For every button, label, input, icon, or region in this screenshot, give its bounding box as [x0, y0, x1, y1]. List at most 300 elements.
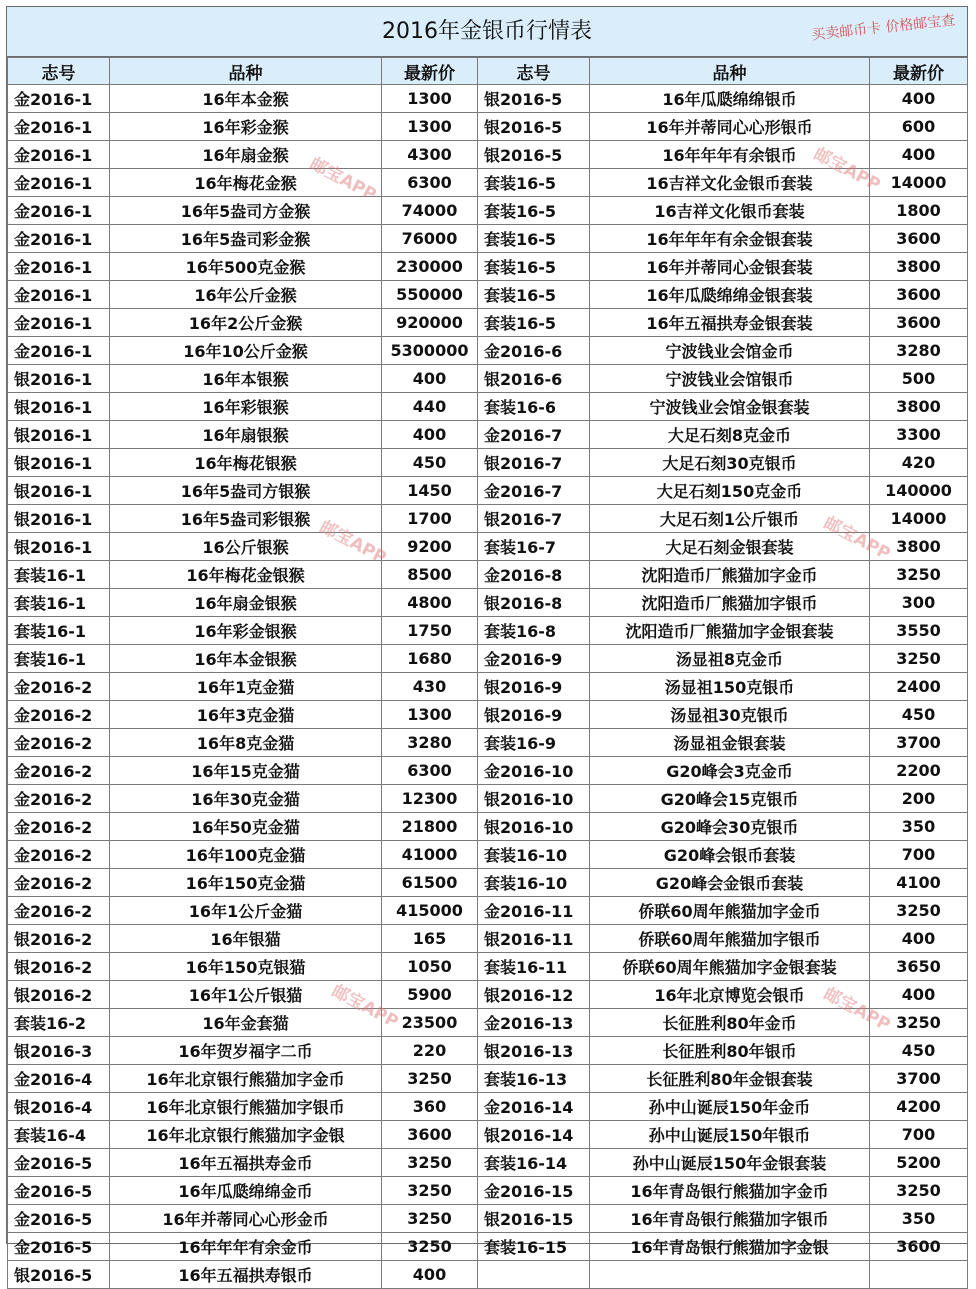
item-price: 500 — [870, 365, 968, 393]
item-code: 银2016-2 — [8, 925, 110, 953]
item-price: 3250 — [870, 561, 968, 589]
item-price: 4300 — [382, 141, 478, 169]
watermark: 邮宝APP — [820, 512, 894, 565]
item-code: 银2016-3 — [8, 1037, 110, 1065]
item-name: 16年青岛银行熊猫加字银币 — [590, 1205, 870, 1233]
item-name: 16年五福拱寿金币 — [110, 1149, 382, 1177]
item-code: 金2016-4 — [8, 1065, 110, 1093]
item-price: 21800 — [382, 813, 478, 841]
item-code: 套装16-5 — [478, 197, 590, 225]
table-row — [8, 785, 968, 813]
signature-text: 买卖邮币卡 价格邮宝查 — [810, 12, 956, 44]
item-code: 金2016-1 — [8, 197, 110, 225]
item-name: 大足石刻金银套装 — [590, 533, 870, 561]
item-code: 金2016-8 — [478, 561, 590, 589]
item-code: 金2016-5 — [8, 1149, 110, 1177]
table-row — [8, 225, 968, 253]
item-name: 长征胜利80年银币 — [590, 1037, 870, 1065]
item-code: 金2016-1 — [8, 141, 110, 169]
item-name: 侨联60周年熊猫加字银币 — [590, 925, 870, 953]
item-price: 3300 — [870, 421, 968, 449]
item-code: 金2016-2 — [8, 757, 110, 785]
item-price: 1450 — [382, 477, 478, 505]
item-name: 沈阳造币厂熊猫加字金银套装 — [590, 617, 870, 645]
item-code: 套装16-5 — [478, 169, 590, 197]
item-price: 41000 — [382, 841, 478, 869]
item-name: 16年瓜瓞绵绵金币 — [110, 1177, 382, 1205]
item-code: 套装16-15 — [478, 1233, 590, 1261]
price-table — [7, 57, 968, 1289]
item-code: 套装16-5 — [478, 281, 590, 309]
item-name: 16年五福拱寿银币 — [110, 1261, 382, 1289]
item-code: 金2016-5 — [8, 1177, 110, 1205]
item-code: 银2016-1 — [8, 421, 110, 449]
table-row — [8, 1233, 968, 1261]
item-name: 大足石刻1公斤银币 — [590, 505, 870, 533]
item-price: 2400 — [870, 673, 968, 701]
table-row — [8, 141, 968, 169]
item-price: 23500 — [382, 1009, 478, 1037]
item-code: 金2016-2 — [8, 701, 110, 729]
item-name: 16年瓜瓞绵绵银币 — [590, 85, 870, 113]
item-name: 16年彩金猴 — [110, 113, 382, 141]
item-name: 16年金套猫 — [110, 1009, 382, 1037]
item-name: 16年并蒂同心心形金币 — [110, 1205, 382, 1233]
table-row — [8, 617, 968, 645]
table-row — [8, 1121, 968, 1149]
item-code: 金2016-10 — [478, 757, 590, 785]
item-price: 920000 — [382, 309, 478, 337]
item-price: 8500 — [382, 561, 478, 589]
item-name: 16年扇金银猴 — [110, 589, 382, 617]
item-price: 700 — [870, 1121, 968, 1149]
price-sheet — [6, 6, 968, 1285]
item-code: 金2016-1 — [8, 309, 110, 337]
item-code: 套装16-7 — [478, 533, 590, 561]
item-name: 16年五福拱寿金银套装 — [590, 309, 870, 337]
item-price: 450 — [382, 449, 478, 477]
item-code: 银2016-2 — [8, 981, 110, 1009]
table-row — [8, 1009, 968, 1037]
watermark: 邮宝APP — [316, 516, 390, 569]
item-price: 3280 — [382, 729, 478, 757]
item-code: 金2016-2 — [8, 729, 110, 757]
item-price: 440 — [382, 393, 478, 421]
table-row — [8, 589, 968, 617]
item-code: 金2016-1 — [8, 253, 110, 281]
item-name: 孙中山诞辰150年银币 — [590, 1121, 870, 1149]
item-price: 450 — [870, 701, 968, 729]
item-code: 银2016-11 — [478, 925, 590, 953]
item-price: 5300000 — [382, 337, 478, 365]
item-name: 16年8克金猫 — [110, 729, 382, 757]
item-code: 金2016-11 — [478, 897, 590, 925]
item-price: 415000 — [382, 897, 478, 925]
item-name: 宁波钱业会馆金银套装 — [590, 393, 870, 421]
item-price: 1700 — [382, 505, 478, 533]
item-name: 16年北京银行熊猫加字金银 — [110, 1121, 382, 1149]
item-price: 5200 — [870, 1149, 968, 1177]
item-price: 300 — [870, 589, 968, 617]
item-name — [590, 1261, 870, 1289]
item-name: 16年5盎司方金猴 — [110, 197, 382, 225]
table-row — [8, 169, 968, 197]
item-price: 400 — [870, 981, 968, 1009]
item-price: 74000 — [382, 197, 478, 225]
sheet-title: 2016年金银币行情表 — [7, 7, 967, 57]
item-name: 16年150克金猫 — [110, 869, 382, 897]
item-name: 16年1公斤银猫 — [110, 981, 382, 1009]
item-code: 金2016-2 — [8, 813, 110, 841]
item-name: 16年北京银行熊猫加字银币 — [110, 1093, 382, 1121]
item-name: 16年本银猴 — [110, 365, 382, 393]
item-name: 汤显祖150克银币 — [590, 673, 870, 701]
table-row — [8, 85, 968, 113]
table-row — [8, 561, 968, 589]
table-row — [8, 1037, 968, 1065]
item-price: 450 — [870, 1037, 968, 1065]
item-price: 6300 — [382, 169, 478, 197]
item-price: 3600 — [870, 281, 968, 309]
item-price: 3550 — [870, 617, 968, 645]
item-name: G20峰会3克金币 — [590, 757, 870, 785]
item-price: 3600 — [870, 225, 968, 253]
item-name: 16年1公斤金猫 — [110, 897, 382, 925]
item-price: 230000 — [382, 253, 478, 281]
table-row — [8, 1149, 968, 1177]
item-price: 420 — [870, 449, 968, 477]
item-name: 长征胜利80年金币 — [590, 1009, 870, 1037]
item-name: 16年5盎司彩银猴 — [110, 505, 382, 533]
item-price: 140000 — [870, 477, 968, 505]
table-row — [8, 505, 968, 533]
item-price: 1300 — [382, 85, 478, 113]
table-row — [8, 1093, 968, 1121]
item-code: 套装16-4 — [8, 1121, 110, 1149]
item-code: 金2016-2 — [8, 673, 110, 701]
item-name: 孙中山诞辰150年金银套装 — [590, 1149, 870, 1177]
item-code: 银2016-2 — [8, 953, 110, 981]
item-name: 16年年年有余银币 — [590, 141, 870, 169]
item-code: 金2016-5 — [8, 1233, 110, 1261]
item-code: 金2016-2 — [8, 841, 110, 869]
item-name: 大足石刻8克金币 — [590, 421, 870, 449]
item-name: 沈阳造币厂熊猫加字银币 — [590, 589, 870, 617]
item-name: 汤显祖金银套装 — [590, 729, 870, 757]
item-code: 套装16-1 — [8, 617, 110, 645]
item-price: 3650 — [870, 953, 968, 981]
item-name: 16年彩金银猴 — [110, 617, 382, 645]
item-code: 银2016-4 — [8, 1093, 110, 1121]
item-name: 16年50克金猫 — [110, 813, 382, 841]
item-price: 350 — [870, 813, 968, 841]
item-code: 套装16-1 — [8, 645, 110, 673]
item-name: 16年500克金猴 — [110, 253, 382, 281]
item-price: 14000 — [870, 505, 968, 533]
table-row — [8, 841, 968, 869]
item-name: 16年梅花金猴 — [110, 169, 382, 197]
item-name: 沈阳造币厂熊猫加字金币 — [590, 561, 870, 589]
item-name: 16年年年有余金币 — [110, 1233, 382, 1261]
item-name: 孙中山诞辰150年金币 — [590, 1093, 870, 1121]
item-code: 套装16-10 — [478, 869, 590, 897]
item-name: 宁波钱业会馆银币 — [590, 365, 870, 393]
item-price: 3250 — [382, 1149, 478, 1177]
watermark: 邮宝APP — [328, 980, 402, 1033]
item-price: 3250 — [870, 1177, 968, 1205]
item-name: 16年瓜瓞绵绵金银套装 — [590, 281, 870, 309]
item-price: 3250 — [870, 645, 968, 673]
item-name: 16年30克金猫 — [110, 785, 382, 813]
item-name: 16公斤银猴 — [110, 533, 382, 561]
item-code: 银2016-1 — [8, 505, 110, 533]
table-row — [8, 1065, 968, 1093]
item-name: 16年5盎司方银猴 — [110, 477, 382, 505]
item-name: 汤显祖30克银币 — [590, 701, 870, 729]
item-code: 金2016-15 — [478, 1177, 590, 1205]
item-code: 金2016-7 — [478, 477, 590, 505]
item-name: G20峰会30克银币 — [590, 813, 870, 841]
item-code: 银2016-1 — [8, 393, 110, 421]
item-price: 12300 — [382, 785, 478, 813]
item-name: 16年贺岁福字二币 — [110, 1037, 382, 1065]
item-price: 700 — [870, 841, 968, 869]
item-name: 16年10公斤金猴 — [110, 337, 382, 365]
item-name: 大足石刻30克银币 — [590, 449, 870, 477]
item-name: 16年梅花金银猴 — [110, 561, 382, 589]
item-code: 银2016-5 — [8, 1261, 110, 1289]
item-code: 银2016-8 — [478, 589, 590, 617]
item-price: 2200 — [870, 757, 968, 785]
item-code: 金2016-5 — [8, 1205, 110, 1233]
item-code: 套装16-10 — [478, 841, 590, 869]
item-code: 套装16-13 — [478, 1065, 590, 1093]
item-price: 4200 — [870, 1093, 968, 1121]
item-price: 400 — [870, 141, 968, 169]
table-row — [8, 673, 968, 701]
item-price: 3800 — [870, 253, 968, 281]
item-price: 400 — [870, 85, 968, 113]
item-price: 3250 — [382, 1065, 478, 1093]
item-code: 金2016-13 — [478, 1009, 590, 1037]
item-price: 14000 — [870, 169, 968, 197]
item-name: 16年15克金猫 — [110, 757, 382, 785]
item-name: 16年扇银猴 — [110, 421, 382, 449]
item-code: 金2016-1 — [8, 337, 110, 365]
item-price: 220 — [382, 1037, 478, 1065]
item-price: 430 — [382, 673, 478, 701]
col-header-name: 品种 — [590, 58, 870, 85]
item-name: 16年青岛银行熊猫加字金币 — [590, 1177, 870, 1205]
item-price: 3250 — [382, 1205, 478, 1233]
item-code: 银2016-1 — [8, 449, 110, 477]
item-code: 金2016-2 — [8, 785, 110, 813]
col-header-name: 品种 — [110, 58, 382, 85]
item-name: G20峰会银币套装 — [590, 841, 870, 869]
item-price: 165 — [382, 925, 478, 953]
item-code: 金2016-14 — [478, 1093, 590, 1121]
table-row — [8, 449, 968, 477]
table-row — [8, 869, 968, 897]
item-code: 银2016-15 — [478, 1205, 590, 1233]
table-row — [8, 253, 968, 281]
item-price: 350 — [870, 1205, 968, 1233]
item-name: 16年年年有余金银套装 — [590, 225, 870, 253]
item-price: 3800 — [870, 393, 968, 421]
item-price: 400 — [382, 1261, 478, 1289]
item-name: 侨联60周年熊猫加字金币 — [590, 897, 870, 925]
item-name: 大足石刻150克金币 — [590, 477, 870, 505]
item-code: 银2016-5 — [478, 113, 590, 141]
table-row — [8, 281, 968, 309]
item-code: 金2016-2 — [8, 869, 110, 897]
item-name: 长征胜利80年金银套装 — [590, 1065, 870, 1093]
table-row — [8, 729, 968, 757]
item-name: 16年北京银行熊猫加字金币 — [110, 1065, 382, 1093]
table-row — [8, 897, 968, 925]
table-row — [8, 533, 968, 561]
item-price: 400 — [870, 925, 968, 953]
item-code: 金2016-1 — [8, 85, 110, 113]
item-name: 汤显祖8克金币 — [590, 645, 870, 673]
item-code — [478, 1261, 590, 1289]
item-price: 600 — [870, 113, 968, 141]
item-code: 银2016-12 — [478, 981, 590, 1009]
item-price: 1750 — [382, 617, 478, 645]
item-price: 3280 — [870, 337, 968, 365]
item-code: 金2016-7 — [478, 421, 590, 449]
table-row — [8, 365, 968, 393]
item-code: 套装16-11 — [478, 953, 590, 981]
item-price: 1800 — [870, 197, 968, 225]
item-price: 3250 — [870, 897, 968, 925]
item-price: 3800 — [870, 533, 968, 561]
item-price: 9200 — [382, 533, 478, 561]
item-code: 银2016-1 — [8, 477, 110, 505]
table-row — [8, 813, 968, 841]
item-price: 1050 — [382, 953, 478, 981]
table-row — [8, 337, 968, 365]
item-name: 侨联60周年熊猫加字金银套装 — [590, 953, 870, 981]
item-code: 银2016-5 — [478, 141, 590, 169]
col-header-code: 志号 — [478, 58, 590, 85]
item-price: 5900 — [382, 981, 478, 1009]
watermark: 邮宝APP — [306, 153, 380, 206]
item-name: 16年100克金猫 — [110, 841, 382, 869]
item-price: 3600 — [870, 1233, 968, 1261]
item-code: 银2016-10 — [478, 785, 590, 813]
table-row — [8, 1177, 968, 1205]
item-name: 16年梅花银猴 — [110, 449, 382, 477]
item-code: 套装16-5 — [478, 225, 590, 253]
table-row — [8, 113, 968, 141]
item-name: 16年1克金猫 — [110, 673, 382, 701]
item-name: 16年公斤金猴 — [110, 281, 382, 309]
table-row — [8, 477, 968, 505]
item-code: 金2016-1 — [8, 169, 110, 197]
table-row — [8, 925, 968, 953]
item-code: 套装16-1 — [8, 589, 110, 617]
header-row — [8, 58, 968, 85]
item-code: 金2016-2 — [8, 897, 110, 925]
item-code: 银2016-14 — [478, 1121, 590, 1149]
watermark: 邮宝APP — [810, 143, 884, 196]
item-code: 金2016-9 — [478, 645, 590, 673]
item-name: 16年并蒂同心心形银币 — [590, 113, 870, 141]
col-header-code: 志号 — [8, 58, 110, 85]
item-price: 6300 — [382, 757, 478, 785]
item-price: 200 — [870, 785, 968, 813]
table-row — [8, 953, 968, 981]
item-name: 16吉祥文化银币套装 — [590, 197, 870, 225]
watermark: 邮宝APP — [820, 983, 894, 1036]
item-code: 银2016-9 — [478, 701, 590, 729]
table-row — [8, 1261, 968, 1289]
item-price: 3250 — [382, 1177, 478, 1205]
item-code: 银2016-6 — [478, 365, 590, 393]
table-row — [8, 309, 968, 337]
item-price: 1680 — [382, 645, 478, 673]
table-row — [8, 197, 968, 225]
table-row — [8, 757, 968, 785]
item-code: 套装16-6 — [478, 393, 590, 421]
item-price: 3250 — [870, 1009, 968, 1037]
table-row — [8, 701, 968, 729]
item-price: 3250 — [382, 1233, 478, 1261]
item-price: 3600 — [382, 1121, 478, 1149]
item-code: 银2016-13 — [478, 1037, 590, 1065]
item-code: 套装16-2 — [8, 1009, 110, 1037]
item-name: 16年3克金猫 — [110, 701, 382, 729]
item-code: 金2016-6 — [478, 337, 590, 365]
item-code: 银2016-7 — [478, 505, 590, 533]
item-name: 16年5盎司彩金猴 — [110, 225, 382, 253]
item-code: 套装16-8 — [478, 617, 590, 645]
item-price: 61500 — [382, 869, 478, 897]
item-price: 3700 — [870, 1065, 968, 1093]
item-code: 银2016-9 — [478, 673, 590, 701]
item-price: 550000 — [382, 281, 478, 309]
col-header-price: 最新价 — [870, 58, 968, 85]
item-name: 16年北京博览会银币 — [590, 981, 870, 1009]
table-row — [8, 421, 968, 449]
item-code: 银2016-1 — [8, 533, 110, 561]
item-name: 16吉祥文化金银币套装 — [590, 169, 870, 197]
item-price: 3600 — [870, 309, 968, 337]
table-row — [8, 393, 968, 421]
item-price: 3700 — [870, 729, 968, 757]
table-row — [8, 1205, 968, 1233]
item-price: 400 — [382, 365, 478, 393]
item-name: 16年本金猴 — [110, 85, 382, 113]
item-code: 套装16-14 — [478, 1149, 590, 1177]
item-name: 16年2公斤金猴 — [110, 309, 382, 337]
item-price: 76000 — [382, 225, 478, 253]
item-code: 套装16-5 — [478, 309, 590, 337]
item-name: 16年青岛银行熊猫加字金银 — [590, 1233, 870, 1261]
item-code: 套装16-1 — [8, 561, 110, 589]
item-code: 银2016-1 — [8, 365, 110, 393]
item-code: 套装16-5 — [478, 253, 590, 281]
item-price: 360 — [382, 1093, 478, 1121]
item-code: 银2016-5 — [478, 85, 590, 113]
col-header-price: 最新价 — [382, 58, 478, 85]
item-price — [870, 1261, 968, 1289]
table-row — [8, 645, 968, 673]
item-code: 套装16-9 — [478, 729, 590, 757]
item-price: 1300 — [382, 701, 478, 729]
item-name: G20峰会金银币套装 — [590, 869, 870, 897]
